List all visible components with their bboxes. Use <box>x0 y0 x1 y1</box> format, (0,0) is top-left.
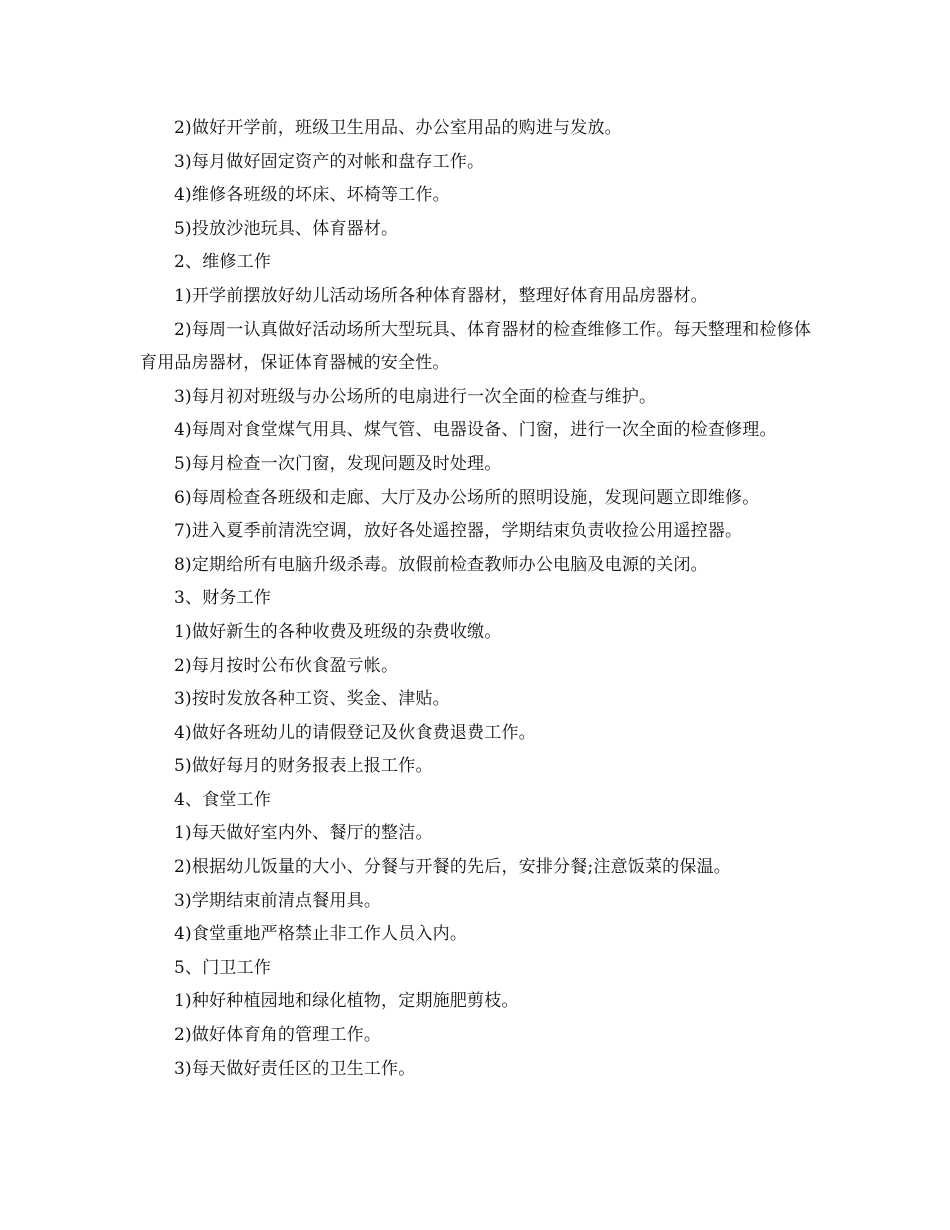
list-item: 8)定期给所有电脑升级杀毒。放假前检查教师办公电脑及电源的关闭。 <box>174 554 708 575</box>
list-item: 3)每月初对班级与办公场所的电扇进行一次全面的检查与维护。 <box>174 386 657 407</box>
list-item: 7)进入夏季前清洗空调，放好各处遥控器，学期结束负责收捡公用遥控器。 <box>174 521 743 542</box>
list-item: 4)维修各班级的坏床、坏椅等工作。 <box>174 185 450 206</box>
list-item: 3)每天做好责任区的卫生工作。 <box>174 1058 416 1079</box>
list-item: 3)学期结束前清点餐用具。 <box>174 890 382 911</box>
list-item: 1)开学前摆放好幼儿活动场所各种体育器材，整理好体育用品房器材。 <box>174 285 708 306</box>
list-item: 1)每天做好室内外、餐厅的整洁。 <box>174 823 433 844</box>
list-item: 2)每周一认真做好活动场所大型玩具、体育器材的检查维修工作。每天整理和检修体育用品房器材，保证体育器械的安全性。 <box>140 319 812 374</box>
list-item: 2)每月按时公布伙食盈亏帐。 <box>174 655 399 676</box>
list-item: 6)每周检查各班级和走廊、大厅及办公场所的照明设施，发现问题立即维修。 <box>174 487 760 508</box>
list-item: 1)种好种植园地和绿化植物，定期施肥剪枝。 <box>174 991 519 1012</box>
list-item: 4)每周对食堂煤气用具、煤气管、电器设备、门窗，进行一次全面的检查修理。 <box>174 420 777 441</box>
list-item: 5)做好每月的财务报表上报工作。 <box>174 756 433 777</box>
document-body <box>140 112 820 1086</box>
section-heading: 5、门卫工作 <box>174 957 272 978</box>
list-item: 2)做好体育角的管理工作。 <box>174 1025 382 1046</box>
list-item: 5)每月检查一次门窗，发现问题及时处理。 <box>174 453 502 474</box>
list-item: 2)做好开学前，班级卫生用品、办公室用品的购进与发放。 <box>174 118 622 138</box>
section-heading: 2、维修工作 <box>174 252 272 273</box>
list-item: 1)做好新生的各种收费及班级的杂费收缴。 <box>174 621 502 642</box>
list-item: 5)投放沙池玩具、体育器材。 <box>174 218 399 239</box>
section-heading: 3、财务工作 <box>174 588 272 609</box>
list-item: 3)按时发放各种工资、奖金、津贴。 <box>174 689 450 710</box>
list-item: 3)每月做好固定资产的对帐和盘存工作。 <box>174 151 485 172</box>
list-item: 2)根据幼儿饭量的大小、分餐与开餐的先后，安排分餐;注意饭菜的保温。 <box>174 857 731 878</box>
list-item: 4)食堂重地严格禁止非工作人员入内。 <box>174 924 468 945</box>
section-heading: 4、食堂工作 <box>174 789 272 810</box>
list-item: 4)做好各班幼儿的请假登记及伙食费退费工作。 <box>174 722 536 743</box>
